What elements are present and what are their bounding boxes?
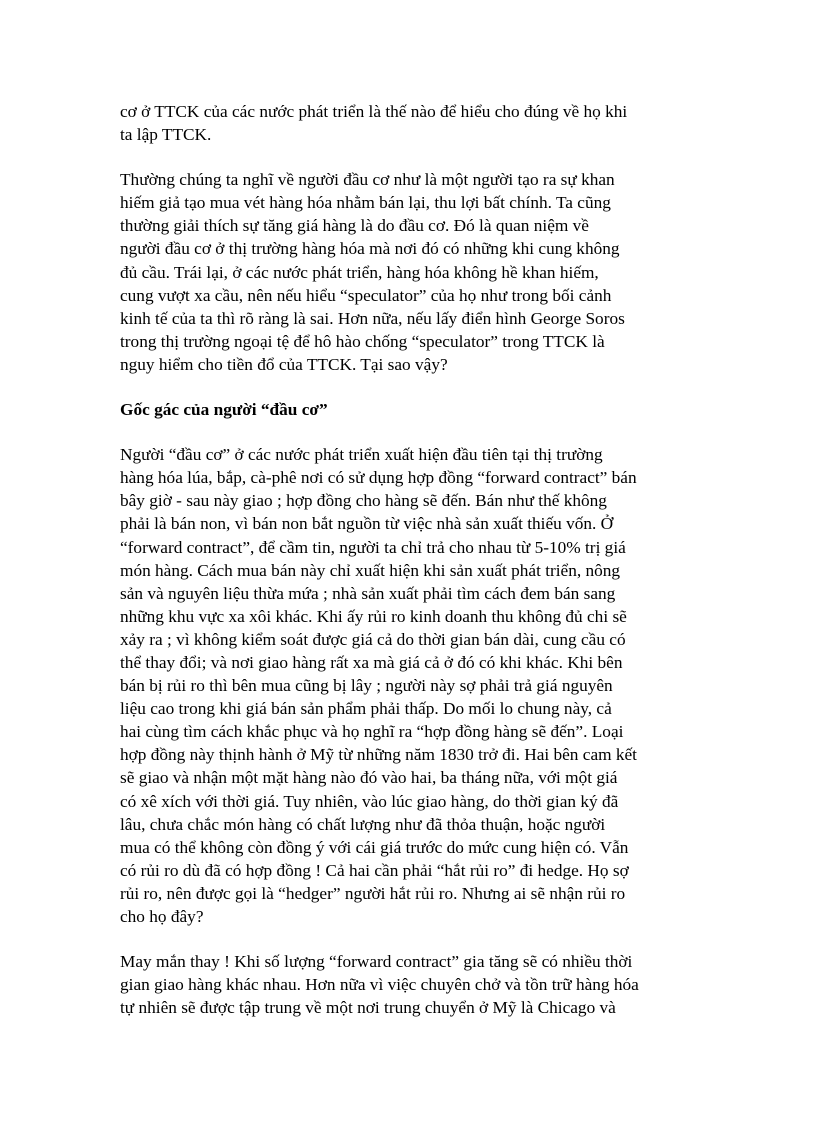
text-line: May mắn thay ! Khi số lượng “forward contract” gia tăng sẽ có nhiều thời — [120, 952, 633, 972]
text-line: Người “đầu cơ” ở các nước phát triển xuất hiện đầu tiên tại thị trường — [120, 445, 603, 465]
paragraph-1 — [120, 100, 700, 146]
text-line: có rủi ro dù đã có hợp đồng ! Cả hai cần phải “hắt rủi ro” đi hedge. Họ sợ — [120, 860, 629, 880]
text-line: hai cùng tìm cách khắc phục và họ nghĩ ra “hợp đồng hàng sẽ đến”. Loại — [120, 722, 624, 742]
text-line: hợp đồng này thịnh hành ở Mỹ từ những năm 1830 trở đi. Hai bên cam kết — [120, 745, 637, 765]
text-line: sẽ giao và nhận một mặt hàng nào đó vào hai, ba tháng nữa, với một giá — [120, 768, 618, 788]
paragraph-2 — [120, 168, 700, 376]
section-heading — [120, 398, 700, 421]
text-line: lâu, chưa chắc món hàng có chất lượng như đã thỏa thuận, hoặc người — [120, 814, 606, 834]
text-line: liệu cao trong khi giá bán sản phẩm phải thấp. Do mối lo chung này, cả — [120, 699, 612, 719]
text-line: bây giờ - sau này giao ; hợp đồng cho hàng sẽ đến. Bán như thế không — [120, 491, 607, 511]
paragraph-4 — [120, 950, 700, 1019]
text-line: gian giao hàng khác nhau. Hơn nữa vì việc chuyên chở và tồn trữ hàng hóa — [120, 975, 639, 995]
text-line: sản và nguyên liệu thừa mứa ; nhà sản xuất phải tìm cách đem bán sang — [120, 583, 616, 603]
text-line: bán bị rủi ro thì bên mua cũng bị lây ; người này sợ phải trả giá nguyên — [120, 676, 613, 696]
text-line: ta lập TTCK. — [120, 125, 212, 145]
text-line: cơ ở TTCK của các nước phát triển là thế nào để hiểu cho đúng về họ khi — [120, 102, 628, 121]
text-line: tự nhiên sẽ được tập trung về một nơi trung chuyển ở Mỹ là Chicago và — [120, 998, 616, 1018]
text-line: kinh tế của ta thì rõ ràng là sai. Hơn nữa, nếu lấy điển hình George Soros — [120, 308, 625, 328]
text-line: hiếm giả tạo mua vét hàng hóa nhằm bán lại, thu lợi bất chính. Ta cũng — [120, 193, 611, 213]
text-line: rủi ro, nên được gọi là “hedger” người hắt rủi ro. Nhưng ai sẽ nhận rủi ro — [120, 883, 626, 903]
document-page — [120, 100, 700, 1041]
text-line: xảy ra ; vì không kiểm soát được giá cả do thời gian bán dài, cung cầu có — [120, 629, 626, 649]
text-line: có xê xích với thời giá. Tuy nhiên, vào lúc giao hàng, do thời gian ký đã — [120, 791, 619, 811]
text-line: phải là bán non, vì bán non bắt nguồn từ việc nhà sản xuất thiếu vốn. Ở — [120, 514, 614, 534]
heading-line: Gốc gác của người “đầu cơ” — [120, 400, 328, 420]
text-line: món hàng. Cách mua bán này chỉ xuất hiện khi sản xuất phát triển, nông — [120, 560, 621, 580]
text-line: thể thay đổi; và nơi giao hàng rất xa mà giá cả ở đó có khi khác. Khi bên — [120, 652, 623, 672]
text-line: hàng hóa lúa, bắp, cà-phê nơi có sử dụng hợp đồng “forward contract” bán — [120, 468, 637, 488]
text-line: thường giải thích sự tăng giá hàng là do đầu cơ. Đó là quan niệm về — [120, 216, 589, 236]
text-line: nguy hiểm cho tiền đổ của TTCK. Tại sao vậy? — [120, 354, 448, 374]
text-line: trong thị trường ngoại tệ để hô hào chống “speculator” trong TTCK là — [120, 331, 605, 351]
text-line: “forward contract”, để cầm tin, người ta chỉ trả cho nhau từ 5-10% trị giá — [120, 537, 626, 557]
text-line: người đầu cơ ở thị trường hàng hóa mà nơi đó có những khi cung không — [120, 239, 620, 259]
text-line: mua có thể không còn đồng ý với cái giá trước do mức cung hiện có. Vẫn — [120, 837, 629, 857]
text-line: đủ cầu. Trái lại, ở các nước phát triển, hàng hóa không hề khan hiếm, — [120, 262, 599, 282]
text-line: những khu vực xa xôi khác. Khi ấy rủi ro kinh doanh thu không đủ chi sẽ — [120, 606, 627, 626]
text-line: cho họ đây? — [120, 907, 204, 926]
text-line: cung vượt xa cầu, nên nếu hiểu “speculator” của họ như trong bối cảnh — [120, 285, 612, 305]
text-line: Thường chúng ta nghĩ về người đầu cơ như là một người tạo ra sự khan — [120, 170, 615, 190]
paragraph-3 — [120, 443, 700, 928]
